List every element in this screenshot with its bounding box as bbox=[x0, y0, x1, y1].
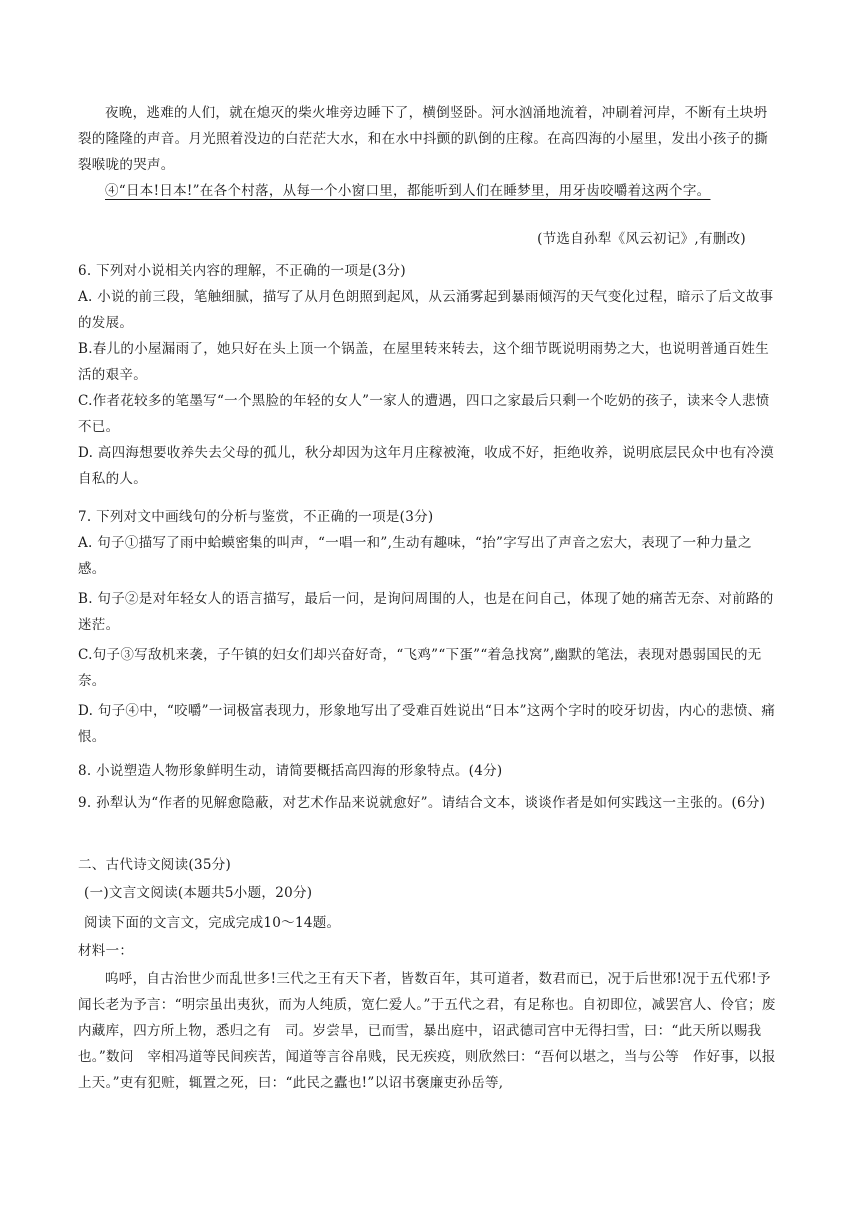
section-2-subheading: (一)文言文阅读(本题共5小题，20分) bbox=[84, 885, 313, 901]
section-2-instruction: 阅读下面的文言文，完成完成10～14题。 bbox=[84, 915, 341, 931]
passage-paragraph-underlined-4: ④“日本!日本!”在各个村落，从每一个小窗口里，都能听到人们在睡梦里，用牙齿咬嚼着这两个字。 bbox=[105, 183, 711, 199]
question-6-option-d: D. 高四海想要收养失去父母的孤儿，秋分却因为这年月庄稼被淹，收成不好，拒绝收养，说明底层民众中也有冷漠自私的人。 bbox=[78, 445, 775, 487]
question-7-stem: 7. 下列对文中画线句的分析与鉴赏，不正确的一项是(3分) bbox=[78, 509, 434, 525]
source-note: (节选自孙犁《风云初记》,有删改) bbox=[537, 231, 746, 247]
material-1-label: 材料一： bbox=[78, 943, 134, 959]
question-6-option-b: B.春儿的小屋漏雨了，她只好在头上顶一个锅盖，在屋里转来转去，这个细节既说明雨势之大，也说明普通百姓生活的艰辛。 bbox=[78, 341, 770, 383]
question-7-option-d: D. 句子④中，“咬嚼”一词极富表现力，形象地写出了受难百姓说出“日本”这两个字时的咬牙切齿，内心的悲愤、痛恨。 bbox=[78, 703, 776, 745]
question-6-stem: 6. 下列对小说相关内容的理解，不正确的一项是(3分) bbox=[78, 263, 406, 279]
question-6-option-c: C.作者花较多的笔墨写“一个黑脸的年轻的女人”一家人的遭遇，四口之家最后只剩一个吃奶的孩子，读来令人悲愤不已。 bbox=[78, 393, 770, 435]
question-7-option-b: B. 句子②是对年轻女人的语言描写，最后一问，是询问周围的人，也是在问自己，体现了她的痛苦无奈、对前路的迷茫。 bbox=[78, 591, 774, 633]
question-7-option-a: A. 句子①描写了雨中蛤蟆密集的叫声，“一唱一和”,生动有趣味，“抬”字写出了声音之宏大，表现了一种力量之感。 bbox=[78, 535, 752, 577]
question-7-option-c: C.句子③写敌机来袭，子午镇的妇女们却兴奋好奇，“飞鸡”“下蛋”“着急找窝”,幽默的笔法，表现对愚弱国民的无奈。 bbox=[78, 647, 762, 689]
classical-text-passage: 呜呼，自古治世少而乱世多!三代之王有天下者，皆数百年，其可道者，数君而已，况于后世邪!况于五代邪!予闻长老为予言：“明宗虽出夷狄，而为人纯质，宽仁爱人。”于五代之君，有足称也。自初即位，减罢宫人、伶官；废内藏库，四方所上物，悉归之有 司。岁尝旱，已而雪，暴出庭中，诏武德司宫中无得扫雪，曰：“此天所以赐我也。”数问 宰相冯道等民间疾苦，闻道等言谷帛贱，民无疾疫，则欣然曰：“吾何以堪之，当与公等 作好事，以报上天。”吏有犯赃，辄置之死，曰：“此民之蠹也!”以诏书褒廉吏孙岳等, bbox=[78, 971, 776, 1091]
passage-paragraph-night: 夜晚，逃难的人们，就在熄灭的柴火堆旁边睡下了，横倒竖卧。河水汹涌地流着，冲刷着河岸，不断有土块坍裂的隆隆的声音。月光照着没边的白茫茫大水，和在水中抖颤的趴倒的庄稼。在高四海的小屋里，发出小孩子的撕裂喉咙的哭声。 bbox=[78, 105, 768, 173]
question-9: 9. 孙犁认为“作者的见解愈隐蔽，对艺术作品来说就愈好”。请结合文本，谈谈作者是如何实践这一主张的。(6分) bbox=[78, 795, 766, 811]
question-8: 8. 小说塑造人物形象鲜明生动，请简要概括高四海的形象特点。(4分) bbox=[78, 763, 503, 779]
question-6-option-a: A. 小说的前三段，笔触细腻，描写了从月色朗照到起风，从云涌雾起到暴雨倾泻的天气变化过程，暗示了后文故事的发展。 bbox=[78, 289, 774, 331]
section-2-heading: 二、古代诗文阅读(35分) bbox=[78, 857, 232, 873]
